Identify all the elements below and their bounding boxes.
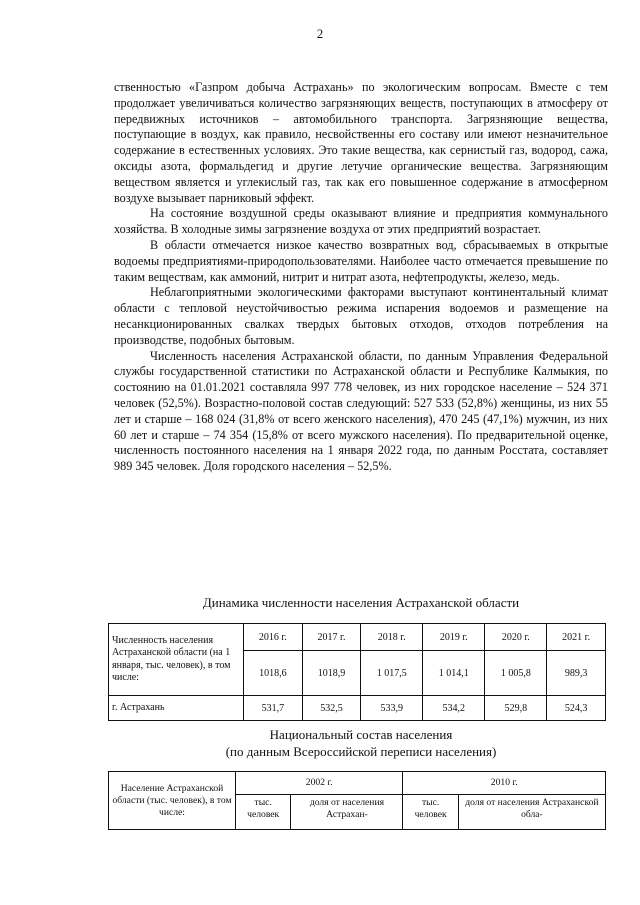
table-cell: 989,3 xyxy=(547,651,606,696)
caption-line: (по данным Всероссийской переписи населения) xyxy=(225,744,497,759)
table-cell: 1018,6 xyxy=(244,651,303,696)
year-header: 2002 г. xyxy=(236,772,403,795)
year-header: 2021 г. xyxy=(547,624,606,651)
page-number: 2 xyxy=(316,26,324,41)
year-header: 2019 г. xyxy=(423,624,485,651)
table-caption-national-composition xyxy=(114,726,608,760)
table-cell: 524,3 xyxy=(547,696,606,721)
paragraph: ственностью «Газпром добыча Астрахань» по экологическим вопросам. Вместе с тем продолжает увеличиваться количество загрязняющих веществ, поступающих в атмосферу от передвижных источников – автомобильного транспорта. Загрязняющие вещества, поступающие в воздух, как правило, несвойственны его составу или имеют незначительное содержание в естественных условиях. Это такие вещества, как сернистый газ, водород, сажа, оксиды азота, формальдегид и другие летучие органические вещества. Загрязняющим веществом является и углекислый газ, так как его повышенное содержание в атмосферном воздухе вызывает парниковый эффект. xyxy=(114,80,608,205)
body-text xyxy=(114,80,608,475)
paragraph: Неблагоприятными экологическими факторами выступают континентальный климат области с тепловой неустойчивостью режима испарения водоемов и размещение на несанкционированных свалках твердых бытовых отходов, отходов потребления на производстве, подобных бытовым. xyxy=(114,285,608,347)
table-cell: 531,7 xyxy=(244,696,303,721)
year-header: 2016 г. xyxy=(244,624,303,651)
year-header: 2020 г. xyxy=(485,624,547,651)
table-cell: 534,2 xyxy=(423,696,485,721)
caption-line: Национальный состав населения xyxy=(269,727,453,742)
population-dynamics-table xyxy=(108,623,606,721)
table-cell: 1 005,8 xyxy=(485,651,547,696)
year-header: 2017 г. xyxy=(302,624,361,651)
table-cell: 1 017,5 xyxy=(361,651,423,696)
paragraph: Численность населения Астраханской области, по данным Управления Федеральной службы государственной статистики по Астраханской области и Республике Калмыкия, по состоянию на 01.01.2021 составляла 997 778 человек, из них городское население – 524 371 человек (52,5%). Возрастно-половой состав следующий: 527 533 (52,8%) женщины, из них 55 лет и старше – 168 024 (31,8% от всего женского населения), 470 245 (47,1%) мужчин, из них 60 лет и старше – 74 354 (15,8% от всего мужского населения). По предварительной оценке, численность постоянного населения на 1 января 2022 года, по данным Росстата, составляет 989 345 человек. Доля городского населения – 52,5%. xyxy=(114,348,608,474)
table-cell: 1018,9 xyxy=(302,651,361,696)
table-caption-population-dynamics: Динамика численности населения Астраханской области xyxy=(202,595,520,610)
column-header: тыс. человек xyxy=(236,795,291,830)
paragraph: На состояние воздушной среды оказывают влияние и предприятия коммунального хозяйства. В холодные зимы загрязнение воздуха от этих предприятий возрастает. xyxy=(114,206,608,237)
paragraph: В области отмечается низкое качество возвратных вод, сбрасываемых в открытые водоемы предприятиями-природопользователями. Наиболее часто отмечается превышение по таким веществам, как аммоний, нитрит и нитрат азота, нефтепродукты, железо, медь. xyxy=(114,237,608,284)
table-row-label: Численность населения Астраханской области (на 1 января, тыс. человек), в том числе: xyxy=(109,624,244,696)
year-header: 2018 г. xyxy=(361,624,423,651)
table-cell: 529,8 xyxy=(485,696,547,721)
table-row-label: Население Астраханской области (тыс. человек), в том числе: xyxy=(109,772,236,830)
national-composition-table xyxy=(108,771,606,830)
year-header: 2010 г. xyxy=(403,772,606,795)
column-header: доля от населения Астраханской обла- xyxy=(458,795,605,830)
table-cell: 1 014,1 xyxy=(423,651,485,696)
column-header: тыс. человек xyxy=(403,795,458,830)
table-cell: 533,9 xyxy=(361,696,423,721)
city-row-label: г. Астрахань xyxy=(109,696,244,721)
column-header: доля от населения Астрахан- xyxy=(291,795,403,830)
table-cell: 532,5 xyxy=(302,696,361,721)
